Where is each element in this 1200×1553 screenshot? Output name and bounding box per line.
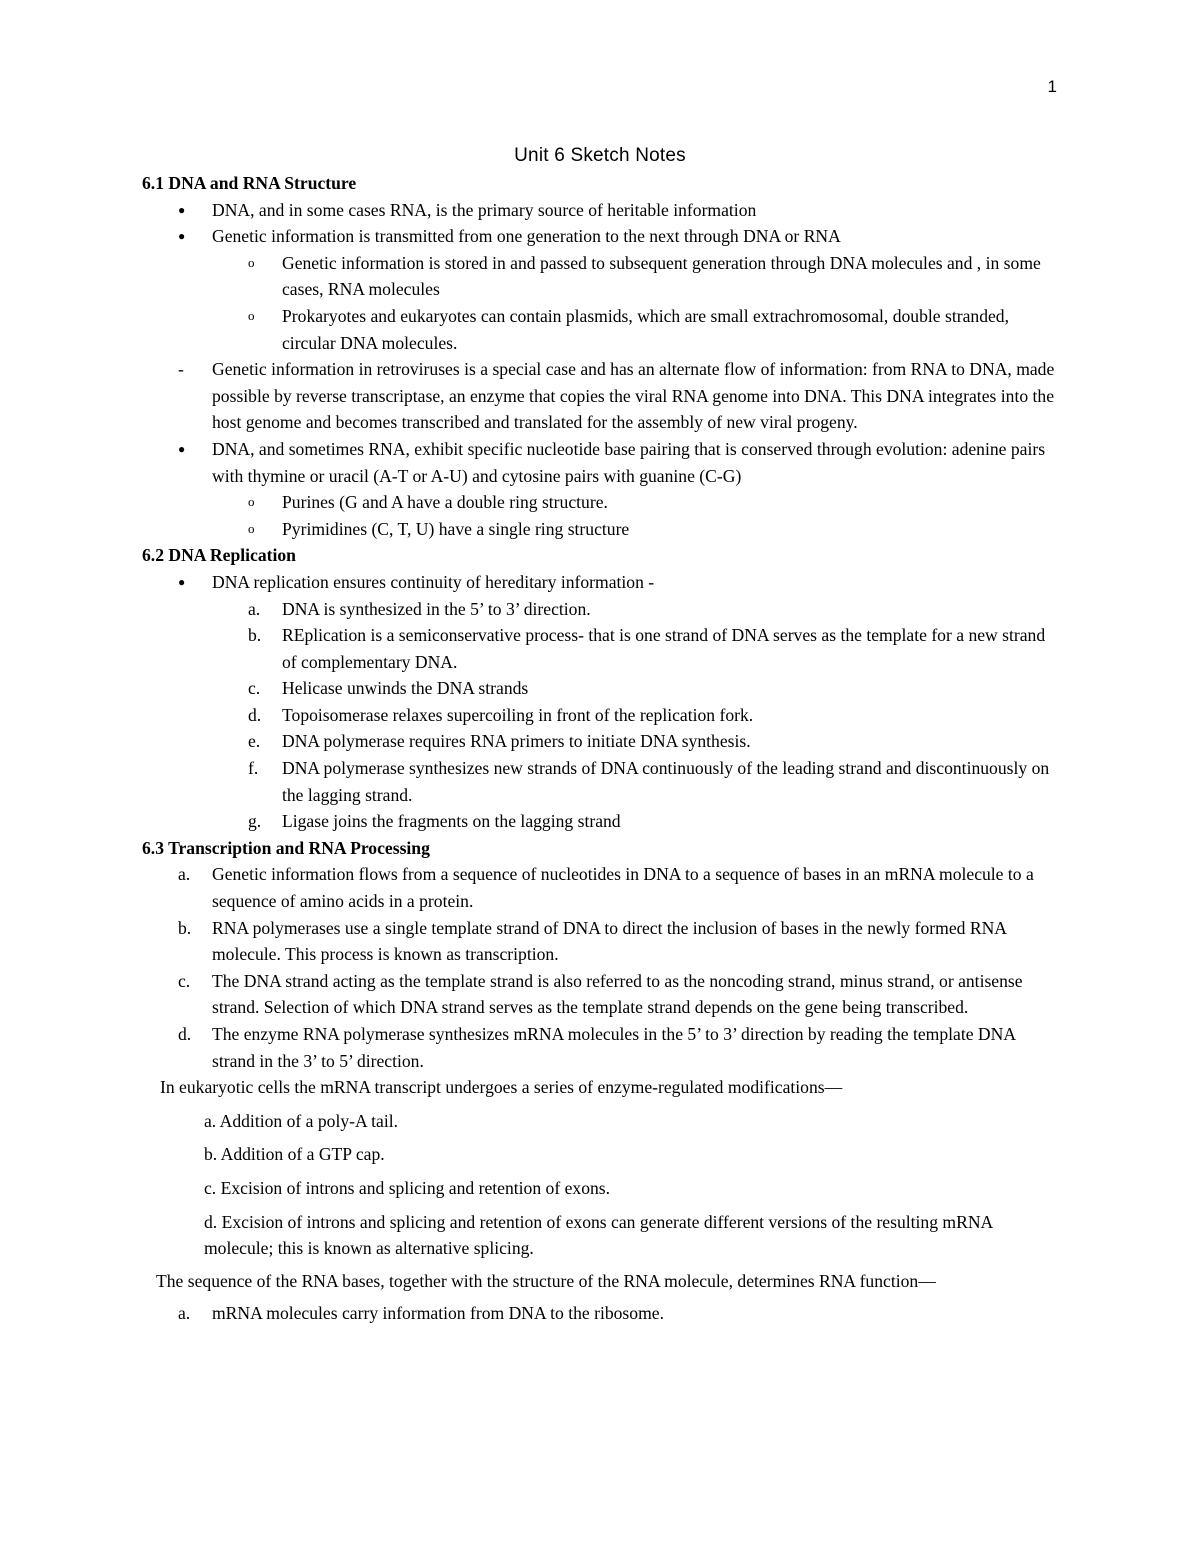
list-item: [142, 755, 1062, 808]
list-item-text: DNA is synthesized in the 5’ to 3’ direction.: [282, 598, 591, 619]
list-item: [142, 436, 1062, 489]
letter-marker: d.: [248, 704, 262, 725]
list-item: [142, 728, 1062, 755]
list-item-text: Genetic information is stored in and passed to subsequent generation through DNA molecules and , in some cases, RNA molecules: [282, 252, 1041, 300]
circle-marker: o: [248, 254, 255, 270]
list-item-text: mRNA molecules carry information from DNA to the ribosome.: [212, 1303, 664, 1324]
list-item: [142, 808, 1062, 835]
list-item-text: Genetic information in retroviruses is a special case and has an alternate flow of information: from RNA to DNA, made possible by reverse transcriptase, an enzyme that copies the viral RNA genome into DNA. This DNA integrates into the host genome and becomes transcribed and translated for the assembly of new viral progeny.: [212, 359, 1055, 433]
circle-marker: o: [248, 307, 255, 323]
list-item-text: Helicase unwinds the DNA strands: [282, 678, 529, 699]
letter-marker: e.: [248, 731, 261, 752]
list-item: [142, 596, 1062, 623]
list-item-text: DNA polymerase requires RNA primers to initiate DNA synthesis.: [282, 731, 751, 752]
letter-marker: b.: [248, 625, 262, 646]
dash-marker: -: [178, 359, 184, 380]
document-title: Unit 6 Sketch Notes: [514, 145, 686, 166]
letter-marker: d.: [178, 1024, 192, 1044]
section-6-1-list: [142, 197, 1062, 543]
list-item: [142, 702, 1062, 729]
list-item: [142, 1300, 1062, 1327]
list-item: [142, 675, 1062, 702]
list-item-text: Prokaryotes and eukaryotes can contain plasmids, which are small extrachromosomal, double stranded, circular DNA molecules.: [282, 305, 1009, 353]
list-item-text: DNA, and in some cases RNA, is the primary source of heritable information: [212, 199, 757, 220]
list-item: d. Excision of introns and splicing and retention of exons can generate different versions of the resulting mRNA molecule; this is known as alternative splicing.: [204, 1211, 993, 1259]
list-item-text: Topoisomerase relaxes supercoiling in front of the replication fork.: [282, 704, 754, 725]
list-item: [142, 197, 1062, 224]
list-item: [142, 968, 1062, 1021]
list-item: b. Addition of a GTP cap.: [204, 1144, 385, 1165]
list-item-text: Genetic information flows from a sequence of nucleotides in DNA to a sequence of bases in an mRNA molecule to a sequence of amino acids in a protein.: [212, 864, 1034, 912]
list-item: [142, 915, 1062, 968]
section-6-2-list: [142, 569, 1062, 835]
list-item: [142, 489, 1062, 516]
letter-marker: f.: [248, 758, 259, 779]
section-heading-6-3: 6.3 Transcription and RNA Processing: [142, 837, 430, 858]
list-item: c. Excision of introns and splicing and retention of exons.: [204, 1177, 611, 1198]
rna-function-list: [142, 1300, 1062, 1327]
list-item: [142, 1021, 1062, 1074]
list-item-text: DNA polymerase synthesizes new strands of DNA continuously of the leading strand and discontinuously on the lagging strand.: [282, 758, 1050, 805]
letter-marker: c.: [248, 678, 261, 699]
list-item: [142, 516, 1062, 543]
bullet-marker: ●: [178, 202, 186, 217]
document-body: [142, 170, 1062, 1327]
circle-marker: o: [248, 520, 255, 536]
rna-function-intro: The sequence of the RNA bases, together with the structure of the RNA molecule, determines RNA function—: [156, 1270, 936, 1291]
list-item: a. Addition of a poly-A tail.: [204, 1110, 398, 1131]
bullet-marker: ●: [178, 229, 186, 244]
list-item-text: DNA replication ensures continuity of hereditary information -: [212, 571, 655, 592]
list-item-text: DNA, and sometimes RNA, exhibit specific nucleotide base pairing that is conserved through evolution: adenine pairs with thymine or uracil (A-T or A-U) and cytosine pairs with guanine (C-G): [212, 438, 1046, 486]
letter-marker: c.: [178, 970, 191, 991]
modifications-list: [142, 1108, 1062, 1262]
list-item: [142, 303, 1062, 356]
list-item: [142, 569, 1062, 596]
section-heading-6-1: 6.1 DNA and RNA Structure: [142, 173, 357, 193]
list-item: [142, 356, 1062, 436]
modifications-intro: In eukaryotic cells the mRNA transcript undergoes a series of enzyme-regulated modifications—: [160, 1077, 843, 1098]
list-item-text: Genetic information is transmitted from one generation to the next through DNA or RNA: [212, 226, 841, 247]
list-item-text: Pyrimidines (C, T, U) have a single ring structure: [282, 518, 630, 539]
section-heading-6-2: 6.2 DNA Replication: [142, 545, 296, 566]
list-item: [142, 861, 1062, 914]
list-item-text: Ligase joins the fragments on the lagging strand: [282, 811, 621, 832]
letter-marker: b.: [178, 917, 192, 938]
list-item-text: The DNA strand acting as the template strand is also referred to as the noncoding strand, minus strand, or antisense strand. Selection of which DNA strand serves as the template strand depends on the gene being transcribed.: [212, 970, 1023, 1018]
letter-marker: g.: [248, 811, 262, 832]
bullet-marker: ●: [178, 574, 186, 589]
list-item-text: The enzyme RNA polymerase synthesizes mRNA molecules in the 5’ to 3’ direction by reading the template DNA strand in the 3’ to 5’ direction.: [212, 1024, 1016, 1071]
list-item: [142, 622, 1062, 675]
bullet-marker: ●: [178, 441, 186, 456]
list-item-text: Purines (G and A have a double ring structure.: [282, 492, 608, 513]
list-item: [142, 223, 1062, 250]
letter-marker: a.: [178, 864, 191, 885]
section-6-3-list: [142, 861, 1062, 1074]
list-item: [142, 250, 1062, 303]
list-item-text: RNA polymerases use a single template strand of DNA to direct the inclusion of bases in the newly formed RNA molecule. This process is known as transcription.: [212, 917, 1007, 965]
letter-marker: a.: [178, 1303, 191, 1324]
list-item-text: REplication is a semiconservative process- that is one strand of DNA serves as the template for a new strand of complementary DNA.: [282, 625, 1046, 672]
letter-marker: a.: [248, 598, 261, 619]
circle-marker: o: [248, 494, 255, 510]
page-number: 1: [1047, 77, 1057, 96]
